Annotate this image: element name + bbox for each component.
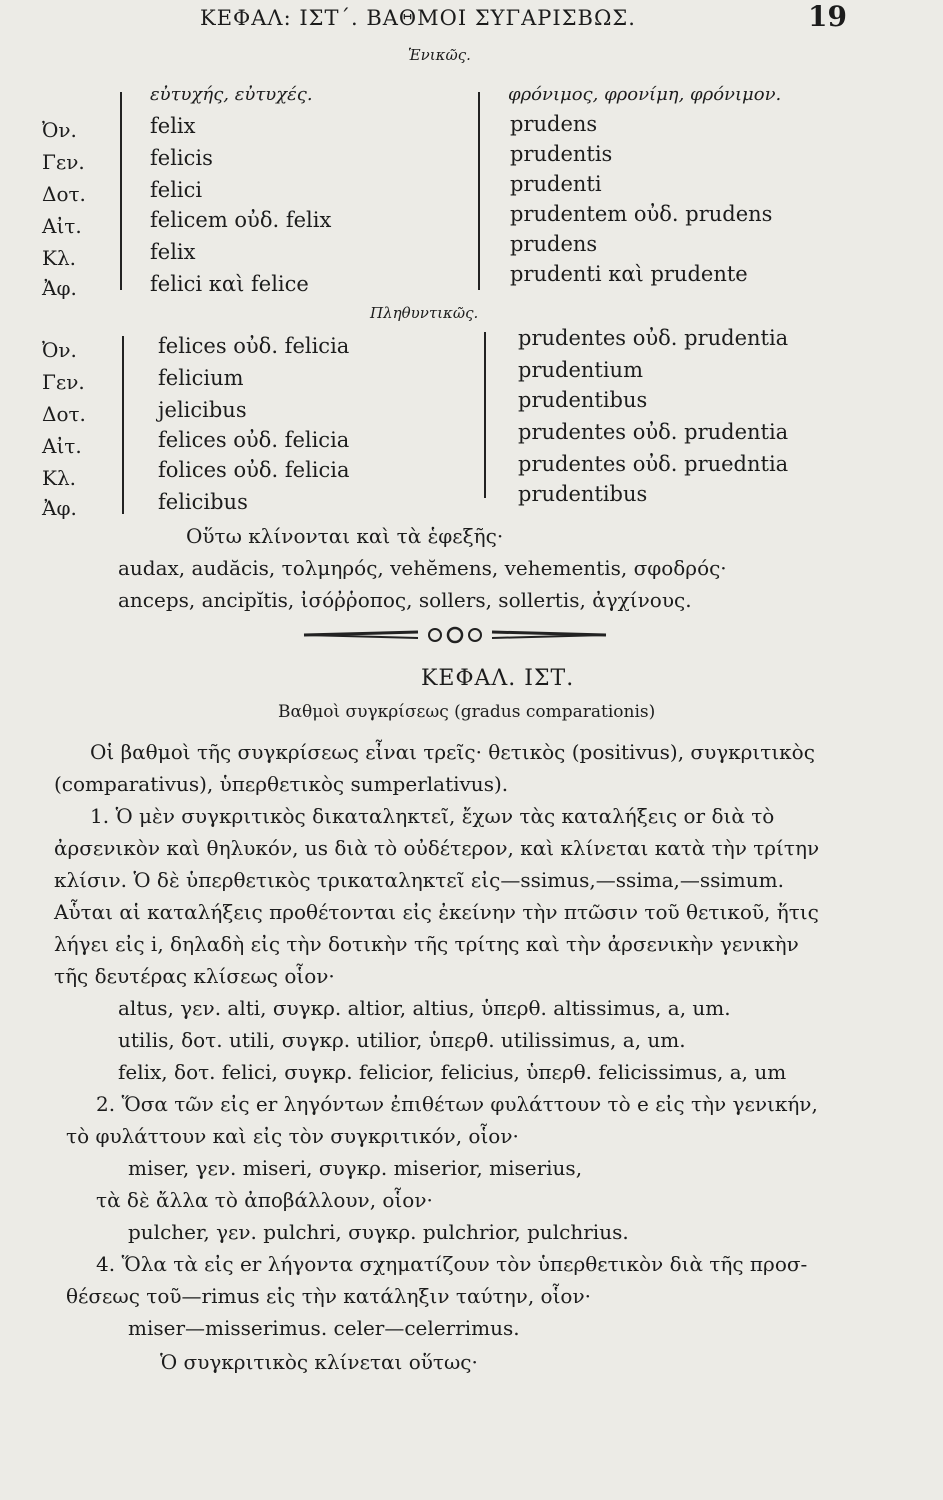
declension-form: prudentes οὐδ. pruedntia xyxy=(518,452,789,476)
running-header: ΚΕΦΑΛ: ΙΣΤ΄. ΒΑΘΜΟΙ ΣΥΓΑΡΙΣΒΩΣ. xyxy=(200,6,636,30)
text-line: miser, γεν. miseri, συγκρ. miserior, miserius, xyxy=(128,1156,583,1180)
case-label: Γεν. xyxy=(42,370,85,394)
declension-form: felici xyxy=(150,178,203,202)
table-rule xyxy=(120,92,122,290)
declension-form: prudentis xyxy=(510,142,613,166)
case-label: Ἀφ. xyxy=(42,496,77,520)
case-label: Ὀν. xyxy=(42,338,77,362)
text-line: 1. Ὁ μὲν συγκριτικὸς δικαταληκτεῖ, ἔχων τὰς καταλήξεις or διὰ τὸ xyxy=(90,804,775,828)
text-line: Οἱ βαθμοὶ τῆς συγκρίσεως εἶναι τρεῖς· θετικὸς (positivus), συγκριτικὸς xyxy=(90,740,815,764)
case-label: Δοτ. xyxy=(42,402,86,426)
text-line: Αὗται αἱ καταλήξεις προθέτονται εἰς ἐκείνην τὴν πτῶσιν τοῦ θετικοῦ, ἥτις xyxy=(54,900,819,924)
declension-form: felicem οὐδ. felix xyxy=(150,208,332,232)
declension-form: prudentium xyxy=(518,358,643,382)
text-line: θέσεως τοῦ—rimus εἰς τὴν κατάληξιν ταύτην, οἷον· xyxy=(66,1284,591,1308)
text-line: τὰ δὲ ἄλλα τὸ ἀποβάλλουν, οἷον· xyxy=(96,1188,433,1212)
chapter-subtitle: Βαθμοὶ συγκρίσεως (gradus comparationis) xyxy=(278,702,656,722)
text-line: 4. Ὅλα τὰ εἰς er λήγοντα σχηματίζουν τὸν ὑπερθετικὸν διὰ τῆς προσ- xyxy=(96,1252,808,1276)
declension-form: prudens xyxy=(510,232,598,256)
text-line: ἀρσενικὸν καὶ θηλυκόν, us διὰ τὸ οὐδέτερον, καὶ κλίνεται κατὰ τὴν τρίτην xyxy=(54,836,820,860)
declension-form: felici καὶ felice xyxy=(150,272,309,296)
text-line: altus, γεν. alti, συγκρ. altior, altius, ὑπερθ. altissimus, a, um. xyxy=(118,996,731,1020)
case-label: Αἰτ. xyxy=(42,214,82,238)
case-label: Ὀν. xyxy=(42,118,77,142)
page-number: 19 xyxy=(808,0,847,33)
declension-form: felix xyxy=(150,114,196,138)
text-line: pulcher, γεν. pulchri, συγκρ. pulchrior, pulchrius. xyxy=(128,1220,629,1244)
text-line: κλίσιν. Ὁ δὲ ὑπερθετικὸς τρικαταληκτεῖ εἰς—ssimus,—ssima,—ssimum. xyxy=(54,868,784,892)
ornament-divider xyxy=(300,620,610,650)
table-rule xyxy=(478,92,480,290)
text-line: 2. Ὅσα τῶν εἰς er ληγόντων ἐπιθέτων φυλάττουν τὸ e εἰς τὴν γενικήν, xyxy=(96,1092,818,1116)
chapter-title: ΚΕΦΑΛ. ΙΣΤ. xyxy=(421,666,575,691)
table-rule xyxy=(484,332,486,498)
text-line: audax, audăcis, τολμηρός, vehĕmens, vehementis, σφοδρός· xyxy=(118,556,727,580)
text-line: (comparativus), ὑπερθετικὸς sumperlativus). xyxy=(54,772,509,796)
declension-form: prudenti καὶ prudente xyxy=(510,262,748,286)
col1-heading: εὐτυχής, εὐτυχές. xyxy=(150,84,313,105)
case-label: Δοτ. xyxy=(42,182,86,206)
declension-form: felices οὐδ. felicia xyxy=(158,334,350,358)
singular-label: Ἑνικῶς. xyxy=(408,46,471,64)
declension-form: prudentibus xyxy=(518,482,648,506)
plural-label: Πληθυντικῶς. xyxy=(370,304,479,322)
declension-form: felicium xyxy=(158,366,244,390)
declension-form: felix xyxy=(150,240,196,264)
declension-form: prudentes οὐδ. prudentia xyxy=(518,326,789,350)
declension-form: felices οὐδ. felicia xyxy=(158,428,350,452)
declension-form: prudenti xyxy=(510,172,602,196)
declension-form: jelicibus xyxy=(158,398,247,422)
case-label: Κλ. xyxy=(42,246,76,270)
declension-form: folices οὐδ. felicia xyxy=(158,458,350,482)
text-line: Ὁ συγκριτικὸς κλίνεται οὕτως· xyxy=(160,1350,478,1374)
declension-form: prudentes οὐδ. prudentia xyxy=(518,420,789,444)
declension-form: felicis xyxy=(150,146,213,170)
case-label: Αἰτ. xyxy=(42,434,82,458)
text-line: felix, δοτ. felici, συγκρ. felicior, felicius, ὑπερθ. felicissimus, a, um xyxy=(118,1060,787,1084)
table-rule xyxy=(122,336,124,514)
text-line: τὸ φυλάττουν καὶ εἰς τὸν συγκριτικόν, οἷον· xyxy=(66,1124,519,1148)
declension-form: prudens xyxy=(510,112,598,136)
text-line: utilis, δοτ. utili, συγκρ. utilior, ὑπερθ. utilissimus, a, um. xyxy=(118,1028,686,1052)
declension-form: felicibus xyxy=(158,490,248,514)
case-label: Κλ. xyxy=(42,466,76,490)
case-label: Ἀφ. xyxy=(42,276,77,300)
declension-form: prudentibus xyxy=(518,388,648,412)
text-line: Οὕτω κλίνονται καὶ τὰ ἑφεξῆς· xyxy=(186,524,504,548)
declension-form: prudentem οὐδ. prudens xyxy=(510,202,773,226)
col2-heading: φρόνιμος, φρονίμη, φρόνιμον. xyxy=(508,84,782,105)
text-line: miser—misserimus. celer—celerrimus. xyxy=(128,1316,520,1340)
case-label: Γεν. xyxy=(42,150,85,174)
text-line: λήγει εἰς i, δηλαδὴ εἰς τὴν δοτικὴν τῆς τρίτης καὶ τὴν ἀρσενικὴν γενικὴν xyxy=(54,932,799,956)
text-line: τῆς δευτέρας κλίσεως οἷον· xyxy=(54,964,335,988)
text-line: anceps, ancipĭtis, ἰσόῤῥοπος, sollers, sollertis, ἀγχίνους. xyxy=(118,588,692,612)
